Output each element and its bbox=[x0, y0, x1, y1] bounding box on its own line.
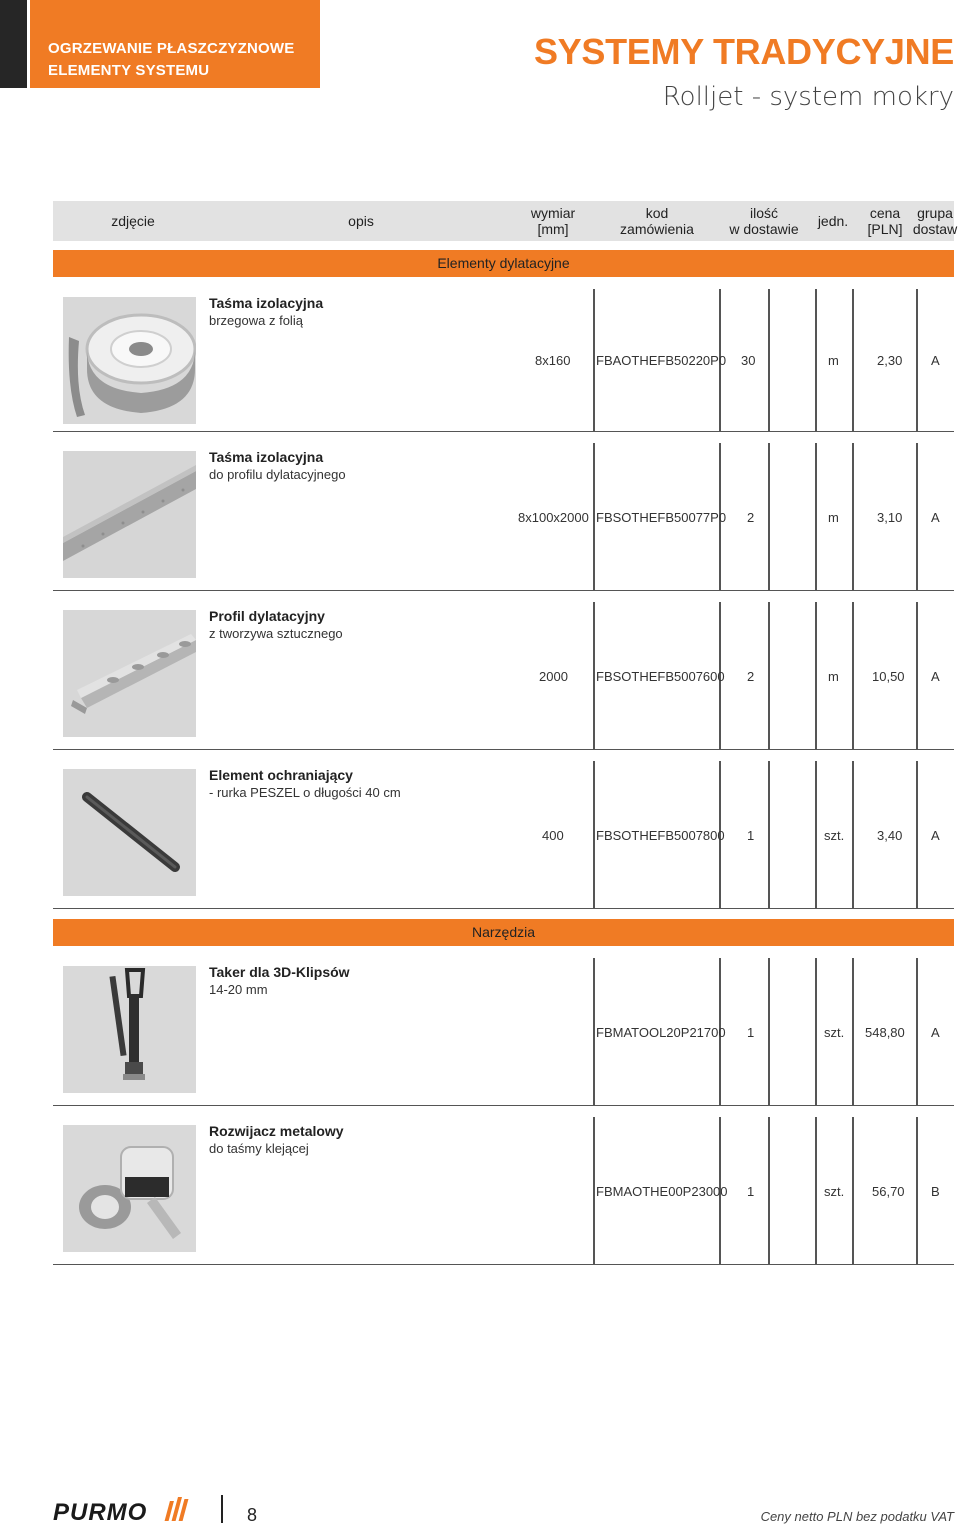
order-code: FBSOTHEFB50077P0 bbox=[596, 510, 727, 525]
col-desc: opis bbox=[348, 213, 374, 229]
price-value: 56,70 bbox=[872, 1184, 905, 1199]
price-value: 3,10 bbox=[877, 510, 903, 525]
dimension-value: 400 bbox=[542, 828, 564, 843]
unit-value: szt. bbox=[824, 828, 845, 843]
foam-strip-photo bbox=[63, 451, 196, 578]
divider bbox=[852, 761, 854, 908]
category-line-1: OGRZEWANIE PŁASZCZYZNOWE bbox=[48, 40, 295, 57]
unit-value: m bbox=[828, 353, 839, 368]
row-title: Taśma izolacyjna bbox=[209, 295, 324, 311]
row-subtitle: do profilu dylatacyjnego bbox=[209, 467, 346, 482]
tacker-tool-photo bbox=[63, 966, 196, 1093]
price-value: 548,80 bbox=[865, 1025, 905, 1040]
quantity-value: 2 bbox=[747, 669, 755, 684]
divider bbox=[916, 1117, 918, 1264]
col-photo: zdjęcie bbox=[111, 213, 155, 229]
divider bbox=[815, 289, 817, 431]
col-price: cena [PLN] bbox=[867, 205, 903, 237]
side-bar bbox=[0, 0, 27, 88]
dimension-value: 2000 bbox=[539, 669, 568, 684]
row-subtitle: brzegowa z folią bbox=[209, 313, 303, 328]
divider bbox=[852, 289, 854, 431]
section-tools: Narzędzia bbox=[53, 919, 954, 946]
order-code: FBMAOTHE00P23000 bbox=[596, 1184, 728, 1199]
conduit-pipe-photo bbox=[63, 769, 196, 896]
divider bbox=[852, 443, 854, 590]
col-order-code: kod zamówienia bbox=[620, 205, 694, 237]
quantity-value: 1 bbox=[747, 828, 755, 843]
row-subtitle: do taśmy klejącej bbox=[209, 1141, 309, 1156]
divider bbox=[593, 1117, 595, 1264]
col-unit: jedn. bbox=[817, 213, 849, 229]
row-subtitle: 14-20 mm bbox=[209, 982, 268, 997]
divider bbox=[593, 602, 595, 749]
purmo-logo bbox=[53, 1497, 193, 1526]
divider bbox=[815, 958, 817, 1105]
unit-value: szt. bbox=[824, 1025, 845, 1040]
divider bbox=[593, 958, 595, 1105]
row-title: Taśma izolacyjna bbox=[209, 449, 324, 465]
col-dimension: wymiar [mm] bbox=[530, 205, 576, 237]
expansion-profile-photo bbox=[63, 610, 196, 737]
divider bbox=[916, 443, 918, 590]
order-code: FBAOTHEFB50220P0 bbox=[596, 353, 727, 368]
price-value: 3,40 bbox=[877, 828, 903, 843]
price-value: 10,50 bbox=[872, 669, 905, 684]
divider bbox=[593, 289, 595, 431]
foam-roll-photo bbox=[63, 297, 196, 424]
divider bbox=[815, 761, 817, 908]
table-row bbox=[53, 1117, 954, 1265]
unit-value: m bbox=[828, 510, 839, 525]
order-code: FBSOTHEFB5007800 bbox=[596, 828, 725, 843]
quantity-value: 1 bbox=[747, 1025, 755, 1040]
page-title: SYSTEMY TRADYCYJNE bbox=[533, 31, 954, 72]
table-row bbox=[53, 602, 954, 750]
table-row bbox=[53, 761, 954, 909]
row-title: Rozwijacz metalowy bbox=[209, 1123, 344, 1139]
row-title: Taker dla 3D-Klipsów bbox=[209, 964, 350, 980]
divider bbox=[768, 602, 770, 749]
brand-wordmark: PURMO bbox=[53, 1499, 148, 1525]
table-row bbox=[53, 958, 954, 1106]
price-value: 2,30 bbox=[877, 353, 903, 368]
footer-divider bbox=[221, 1495, 223, 1523]
group-value: A bbox=[931, 510, 940, 525]
row-subtitle: - rurka PESZEL o długości 40 cm bbox=[209, 785, 401, 800]
group-value: A bbox=[931, 1025, 940, 1040]
tape-dispenser-photo bbox=[63, 1125, 196, 1252]
category-box bbox=[30, 0, 320, 88]
section-expansion: Elementy dylatacyjne bbox=[53, 250, 954, 277]
price-note: Ceny netto PLN bez podatku VAT bbox=[760, 1509, 954, 1524]
dimension-value: 8x100x2000 bbox=[518, 510, 589, 525]
divider bbox=[852, 1117, 854, 1264]
unit-value: szt. bbox=[824, 1184, 845, 1199]
order-code: FBSOTHEFB5007600 bbox=[596, 669, 725, 684]
divider bbox=[815, 602, 817, 749]
group-value: A bbox=[931, 828, 940, 843]
quantity-value: 30 bbox=[741, 353, 756, 368]
row-subtitle: z tworzywa sztucznego bbox=[209, 626, 343, 641]
quantity-value: 1 bbox=[747, 1184, 755, 1199]
divider bbox=[593, 443, 595, 590]
col-group: grupa dostaw bbox=[912, 205, 958, 237]
group-value: A bbox=[931, 669, 940, 684]
divider bbox=[916, 289, 918, 431]
page-number: 8 bbox=[247, 1505, 258, 1525]
divider bbox=[815, 1117, 817, 1264]
unit-value: m bbox=[828, 669, 839, 684]
divider bbox=[768, 289, 770, 431]
divider bbox=[916, 958, 918, 1105]
table-row bbox=[53, 289, 954, 432]
category-line-2: ELEMENTY SYSTEMU bbox=[48, 62, 210, 79]
divider bbox=[815, 443, 817, 590]
divider bbox=[768, 761, 770, 908]
order-code: FBMATOOL20P21700 bbox=[596, 1025, 726, 1040]
brand-mark-icon bbox=[165, 1497, 189, 1521]
divider bbox=[916, 761, 918, 908]
group-value: A bbox=[931, 353, 940, 368]
group-value: B bbox=[931, 1184, 940, 1199]
divider bbox=[768, 443, 770, 590]
table-row bbox=[53, 443, 954, 591]
divider bbox=[768, 1117, 770, 1264]
col-quantity: ilość w dostawie bbox=[729, 205, 799, 237]
divider bbox=[768, 958, 770, 1105]
divider bbox=[852, 958, 854, 1105]
divider bbox=[593, 761, 595, 908]
divider bbox=[916, 602, 918, 749]
dimension-value: 8x160 bbox=[535, 353, 571, 368]
quantity-value: 2 bbox=[747, 510, 755, 525]
row-title: Profil dylatacyjny bbox=[209, 608, 325, 624]
row-title: Element ochraniający bbox=[209, 767, 353, 783]
divider bbox=[852, 602, 854, 749]
page-subtitle: Rolljet - system mokry bbox=[662, 82, 954, 112]
table-header bbox=[53, 201, 958, 241]
